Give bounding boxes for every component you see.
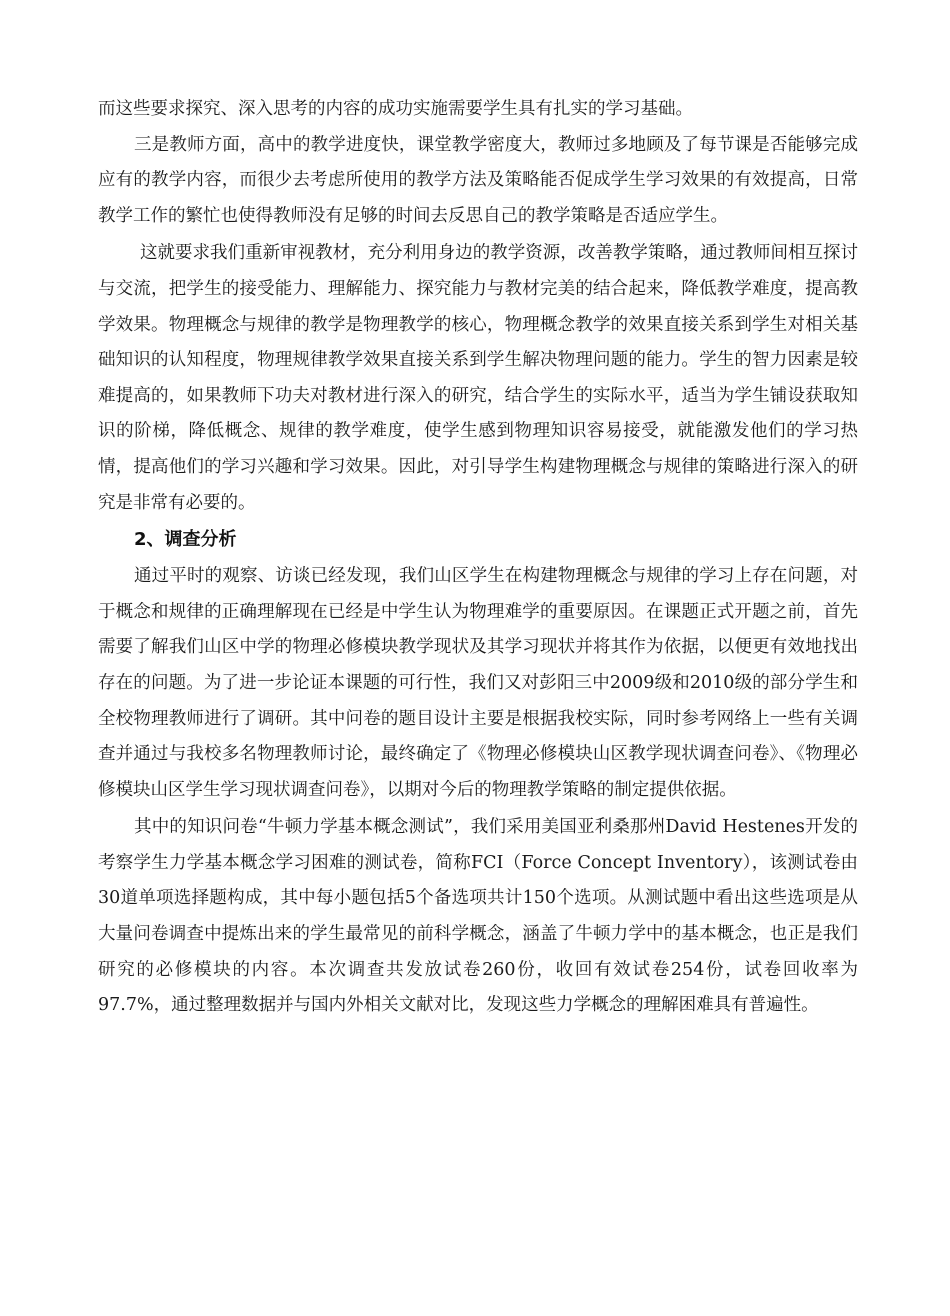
document-body	[98, 92, 858, 1024]
paragraph-survey-background: 通过平时的观察、访谈已经发现，我们山区学生在构建物理概念与规律的学习上存在问题，对于概念和规律的正确理解现在已经是中学生认为物理难学的重要原因。在课题正式开题之前，首先需要了解我们山区中学的物理必修模块教学现状及其学习现状并将其作为依据，以便更有效地找出存在的问题。为了进一步论证本课题的可行性，我们又对彭阳三中2009级和2010级的部分学生和全校物理教师进行了调研。其中问卷的题目设计主要是根据我校实际，同时参考网络上一些有关调查并通过与我校多名物理教师讨论，最终确定了《物理必修模块山区教学现状调查问卷》、《物理必修模块山区学生学习现状调查问卷》，以期对今后的物理教学策略的制定提供依据。	[98, 566, 858, 800]
section-heading: 2、调查分析	[134, 529, 237, 551]
paragraph-teacher-aspect: 三是教师方面，高中的教学进度快，课堂教学密度大，教师过多地顾及了每节课是否能够完成应有的教学内容，而很少去考虑所使用的教学方法及策略能否促成学生学习效果的有效提高，日常教学工作的繁忙也使得教师没有足够的时间去反思自己的教学策略是否适应学生。	[98, 134, 858, 226]
paragraph-fci-test: 其中的知识问卷“牛顿力学基本概念测试”，我们采用美国亚利桑那州David Hestenes开发的考察学生力学基本概念学习困难的测试卷，简称FCI（Force Concept Inventory），该测试卷由30道单项选择题构成，其中每小题包括5个备选项共计150个选项。从测试题中看出这些选项是从大量问卷调查中提炼出来的学生最常见的前科学概念，涵盖了牛顿力学中的基本概念，也正是我们研究的必修模块的内容。本次调查共发放试卷260份，收回有效试卷254份，试卷回收率为97.7%，通过整理数据并与国内外相关文献对比，发现这些力学概念的理解困难具有普遍性。	[98, 817, 858, 1016]
paragraph-requirements: 这就要求我们重新审视教材，充分利用身边的教学资源，改善教学策略，通过教师间相互探讨与交流，把学生的接受能力、理解能力、探究能力与教材完美的结合起来，降低教学难度，提高教学效果。物理概念与规律的教学是物理教学的核心，物理概念教学的效果直接关系到学生对相关基础知识的认知程度，物理规律教学效果直接关系到学生解决物理问题的能力。学生的智力因素是较难提高的，如果教师下功夫对教材进行深入的研究，结合学生的实际水平，适当为学生铺设获取知识的阶梯，降低概念、规律的教学难度，使学生感到物理知识容易接受，就能激发他们的学习热情，提高他们的学习兴趣和学习效果。因此，对引导学生构建物理概念与规律的策略进行深入的研究是非常有必要的。	[98, 243, 858, 513]
paragraph-continuation: 而这些要求探究、深入思考的内容的成功实施需要学生具有扎实的学习基础。	[98, 99, 693, 119]
